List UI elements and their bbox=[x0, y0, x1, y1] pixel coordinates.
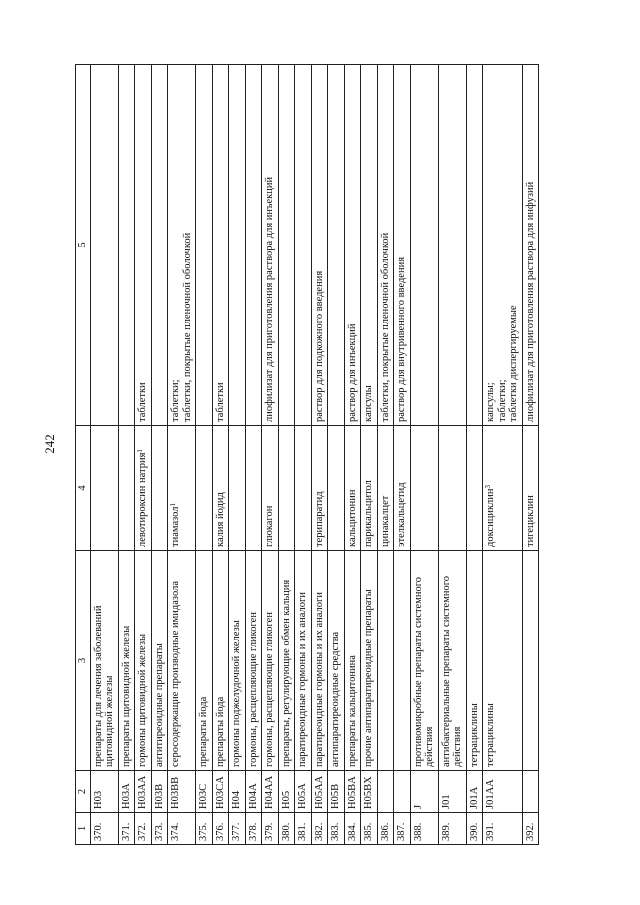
drug-name bbox=[410, 426, 438, 551]
atc-group-name: паратиреоидные гормоны и их аналоги bbox=[311, 551, 328, 771]
atc-group-name: антибактериальные препараты системного действия bbox=[438, 551, 466, 771]
dosage-forms bbox=[410, 65, 438, 426]
atc-group-name bbox=[377, 551, 394, 771]
drug-name bbox=[135, 426, 152, 551]
drug-list-table bbox=[75, 64, 539, 845]
row-number: 380. bbox=[278, 813, 295, 845]
dosage-form-line: капсулы; bbox=[485, 382, 496, 422]
rotated-table-wrapper bbox=[75, 65, 635, 845]
dosage-form-line: таблетки bbox=[214, 382, 226, 422]
atc-group-name: препараты йода bbox=[196, 551, 213, 771]
row-number: 381. bbox=[295, 813, 312, 845]
dosage-forms bbox=[278, 65, 295, 426]
drug-footnote-mark: 1 bbox=[136, 449, 144, 453]
atc-code: H05 bbox=[278, 771, 295, 813]
drug-name bbox=[278, 426, 295, 551]
row-number: 386. bbox=[377, 813, 394, 845]
header-col-2: 2 bbox=[76, 771, 91, 813]
row-number: 372. bbox=[135, 813, 152, 845]
dosage-forms bbox=[522, 65, 539, 426]
atc-group-name: прочие антипаратиреоидные препараты bbox=[361, 551, 378, 771]
header-col-3: 3 bbox=[76, 551, 91, 771]
atc-group-name: паратиреоидные гормоны и их аналоги bbox=[295, 551, 312, 771]
drug-name bbox=[90, 426, 118, 551]
table-body bbox=[90, 65, 539, 845]
atc-group-name: препараты кальцитонина bbox=[344, 551, 361, 771]
drug-name bbox=[344, 426, 361, 551]
atc-code: H05BX bbox=[361, 771, 378, 813]
drug-name-text: терипаратид bbox=[313, 491, 325, 547]
dosage-forms bbox=[466, 65, 483, 426]
table-row bbox=[410, 65, 438, 845]
page-number: 242 bbox=[42, 434, 57, 454]
drug-name-text: цинакалцет bbox=[379, 495, 391, 547]
table-row bbox=[168, 65, 196, 845]
drug-name-text: глюкагон bbox=[264, 505, 275, 547]
drug-name-text: этелкальцетид bbox=[396, 482, 407, 547]
header-col-1: 1 bbox=[76, 813, 91, 845]
atc-group-name bbox=[522, 551, 539, 771]
atc-group-name: тетрациклины bbox=[483, 551, 523, 771]
table-row bbox=[361, 65, 378, 845]
atc-code bbox=[377, 771, 394, 813]
atc-code: H03B bbox=[151, 771, 168, 813]
table-row bbox=[311, 65, 328, 845]
row-number: 383. bbox=[328, 813, 345, 845]
drug-footnote-mark: 3 bbox=[484, 484, 492, 489]
drug-name-text: кальцитонин bbox=[346, 489, 358, 547]
table-row bbox=[90, 65, 118, 845]
dosage-form-line: таблетки, покрытые пленочной оболочкой bbox=[181, 232, 193, 422]
atc-group-name: антитиреоидные препараты bbox=[151, 551, 168, 771]
drug-name bbox=[311, 426, 328, 551]
atc-code: J01 bbox=[438, 771, 466, 813]
atc-code: H05BA bbox=[344, 771, 361, 813]
table-row bbox=[522, 65, 539, 845]
drug-name-text: калия йодид bbox=[214, 492, 226, 547]
table-row bbox=[483, 65, 523, 845]
row-number: 373. bbox=[151, 813, 168, 845]
row-number: 392. bbox=[522, 813, 539, 845]
atc-code: H03BB bbox=[168, 771, 196, 813]
row-number: 377. bbox=[229, 813, 246, 845]
atc-code: H03AA bbox=[135, 771, 152, 813]
row-number: 390. bbox=[466, 813, 483, 845]
row-number: 374. bbox=[168, 813, 196, 845]
atc-code: H04 bbox=[229, 771, 246, 813]
dosage-forms bbox=[151, 65, 168, 426]
drug-name bbox=[438, 426, 466, 551]
row-number: 370. bbox=[90, 813, 118, 845]
table-row bbox=[245, 65, 262, 845]
atc-group-name: препараты щитовидной железы bbox=[118, 551, 135, 771]
drug-name bbox=[168, 426, 196, 551]
table-row bbox=[196, 65, 213, 845]
dosage-forms bbox=[328, 65, 345, 426]
table-header-row bbox=[76, 65, 91, 845]
table-row bbox=[328, 65, 345, 845]
drug-name bbox=[295, 426, 312, 551]
dosage-forms bbox=[168, 65, 196, 426]
row-number: 378. bbox=[245, 813, 262, 845]
dosage-forms bbox=[394, 65, 411, 426]
drug-name bbox=[377, 426, 394, 551]
dosage-forms bbox=[361, 65, 378, 426]
atc-code: H04AA bbox=[262, 771, 279, 813]
table-row bbox=[118, 65, 135, 845]
dosage-form-line: лиофилизат для приготовления раствора для инъекций bbox=[264, 176, 275, 422]
drug-name bbox=[522, 426, 539, 551]
dosage-forms bbox=[295, 65, 312, 426]
drug-name-text: тиамазол bbox=[170, 506, 181, 547]
dosage-forms bbox=[245, 65, 262, 426]
drug-name bbox=[466, 426, 483, 551]
dosage-form-line: таблетки bbox=[137, 382, 148, 422]
dosage-form-line: лиофилизат для приготовления раствора для инфузий bbox=[524, 181, 536, 422]
atc-code bbox=[522, 771, 539, 813]
atc-code: H03 bbox=[90, 771, 118, 813]
drug-name bbox=[262, 426, 279, 551]
atc-group-name: антипаратиреоидные средства bbox=[328, 551, 345, 771]
table-row bbox=[151, 65, 168, 845]
dosage-forms bbox=[311, 65, 328, 426]
table-row bbox=[394, 65, 411, 845]
drug-name bbox=[361, 426, 378, 551]
atc-code: H04A bbox=[245, 771, 262, 813]
row-number: 384. bbox=[344, 813, 361, 845]
atc-group-name: препараты для лечения заболеваний щитовидной железы bbox=[90, 551, 118, 771]
dosage-forms bbox=[118, 65, 135, 426]
table-row bbox=[212, 65, 229, 845]
table-row bbox=[262, 65, 279, 845]
dosage-forms bbox=[135, 65, 152, 426]
dosage-form-line: раствор для подкожного введения bbox=[313, 270, 325, 422]
row-number: 375. bbox=[196, 813, 213, 845]
dosage-forms bbox=[212, 65, 229, 426]
drug-name bbox=[212, 426, 229, 551]
table-row bbox=[466, 65, 483, 845]
row-number: 389. bbox=[438, 813, 466, 845]
atc-group-name: гормоны поджелудочной железы bbox=[229, 551, 246, 771]
drug-name bbox=[245, 426, 262, 551]
drug-name bbox=[394, 426, 411, 551]
atc-code: J01AA bbox=[483, 771, 523, 813]
drug-name bbox=[328, 426, 345, 551]
drug-name bbox=[151, 426, 168, 551]
atc-group-name: гормоны щитовидной железы bbox=[135, 551, 152, 771]
dosage-forms bbox=[90, 65, 118, 426]
table-row bbox=[135, 65, 152, 845]
atc-group-name: препараты йода bbox=[212, 551, 229, 771]
atc-group-name: серосодержащие производные имидазола bbox=[168, 551, 196, 771]
drug-name bbox=[118, 426, 135, 551]
atc-code: J bbox=[410, 771, 438, 813]
dosage-forms bbox=[483, 65, 523, 426]
table-row bbox=[377, 65, 394, 845]
table-row bbox=[438, 65, 466, 845]
atc-group-name: препараты, регулирующие обмен кальция bbox=[278, 551, 295, 771]
table-row bbox=[295, 65, 312, 845]
atc-group-name: гормоны, расщепляющие гликоген bbox=[262, 551, 279, 771]
drug-name-text: левотироксин натрия bbox=[137, 452, 148, 547]
drug-name bbox=[196, 426, 213, 551]
dosage-form-line: раствор для внутривенного введения bbox=[396, 256, 407, 422]
dosage-forms bbox=[229, 65, 246, 426]
dosage-form-line: таблетки диспергируемые bbox=[508, 305, 519, 422]
row-number: 385. bbox=[361, 813, 378, 845]
row-number: 382. bbox=[311, 813, 328, 845]
drug-name-text: парикальцитол bbox=[363, 480, 374, 547]
drug-name bbox=[483, 426, 523, 551]
drug-name-text: тигециклин bbox=[524, 495, 536, 547]
table-row bbox=[278, 65, 295, 845]
atc-group-name: тетрациклины bbox=[466, 551, 483, 771]
atc-code bbox=[394, 771, 411, 813]
drug-footnote-mark: 1 bbox=[169, 502, 177, 507]
dosage-form-line: таблетки, покрытые пленочной оболочкой bbox=[379, 232, 391, 422]
atc-code: J01A bbox=[466, 771, 483, 813]
dosage-forms bbox=[438, 65, 466, 426]
row-number: 379. bbox=[262, 813, 279, 845]
dosage-forms bbox=[344, 65, 361, 426]
dosage-form-line: таблетки; bbox=[496, 379, 508, 422]
dosage-forms bbox=[196, 65, 213, 426]
dosage-forms bbox=[262, 65, 279, 426]
dosage-form-line: таблетки; bbox=[170, 379, 181, 422]
row-number: 387. bbox=[394, 813, 411, 845]
row-number: 388. bbox=[410, 813, 438, 845]
dosage-form-line: раствор для инъекций bbox=[346, 323, 358, 422]
atc-code: H03C bbox=[196, 771, 213, 813]
atc-code: H05AA bbox=[311, 771, 328, 813]
header-col-5: 5 bbox=[76, 65, 91, 426]
atc-group-name bbox=[394, 551, 411, 771]
table-row bbox=[344, 65, 361, 845]
atc-code: H03CA bbox=[212, 771, 229, 813]
table-row bbox=[229, 65, 246, 845]
drug-name bbox=[229, 426, 246, 551]
atc-group-name: гормоны, расщепляющие гликоген bbox=[245, 551, 262, 771]
row-number: 391. bbox=[483, 813, 523, 845]
row-number: 371. bbox=[118, 813, 135, 845]
dosage-form-line: капсулы bbox=[363, 385, 374, 422]
atc-group-name: противомикробные препараты системного действия bbox=[410, 551, 438, 771]
atc-code: H03A bbox=[118, 771, 135, 813]
drug-name-text: доксициклин bbox=[485, 488, 496, 547]
atc-code: H05A bbox=[295, 771, 312, 813]
header-col-4: 4 bbox=[76, 426, 91, 551]
atc-code: H05B bbox=[328, 771, 345, 813]
dosage-forms bbox=[377, 65, 394, 426]
row-number: 376. bbox=[212, 813, 229, 845]
